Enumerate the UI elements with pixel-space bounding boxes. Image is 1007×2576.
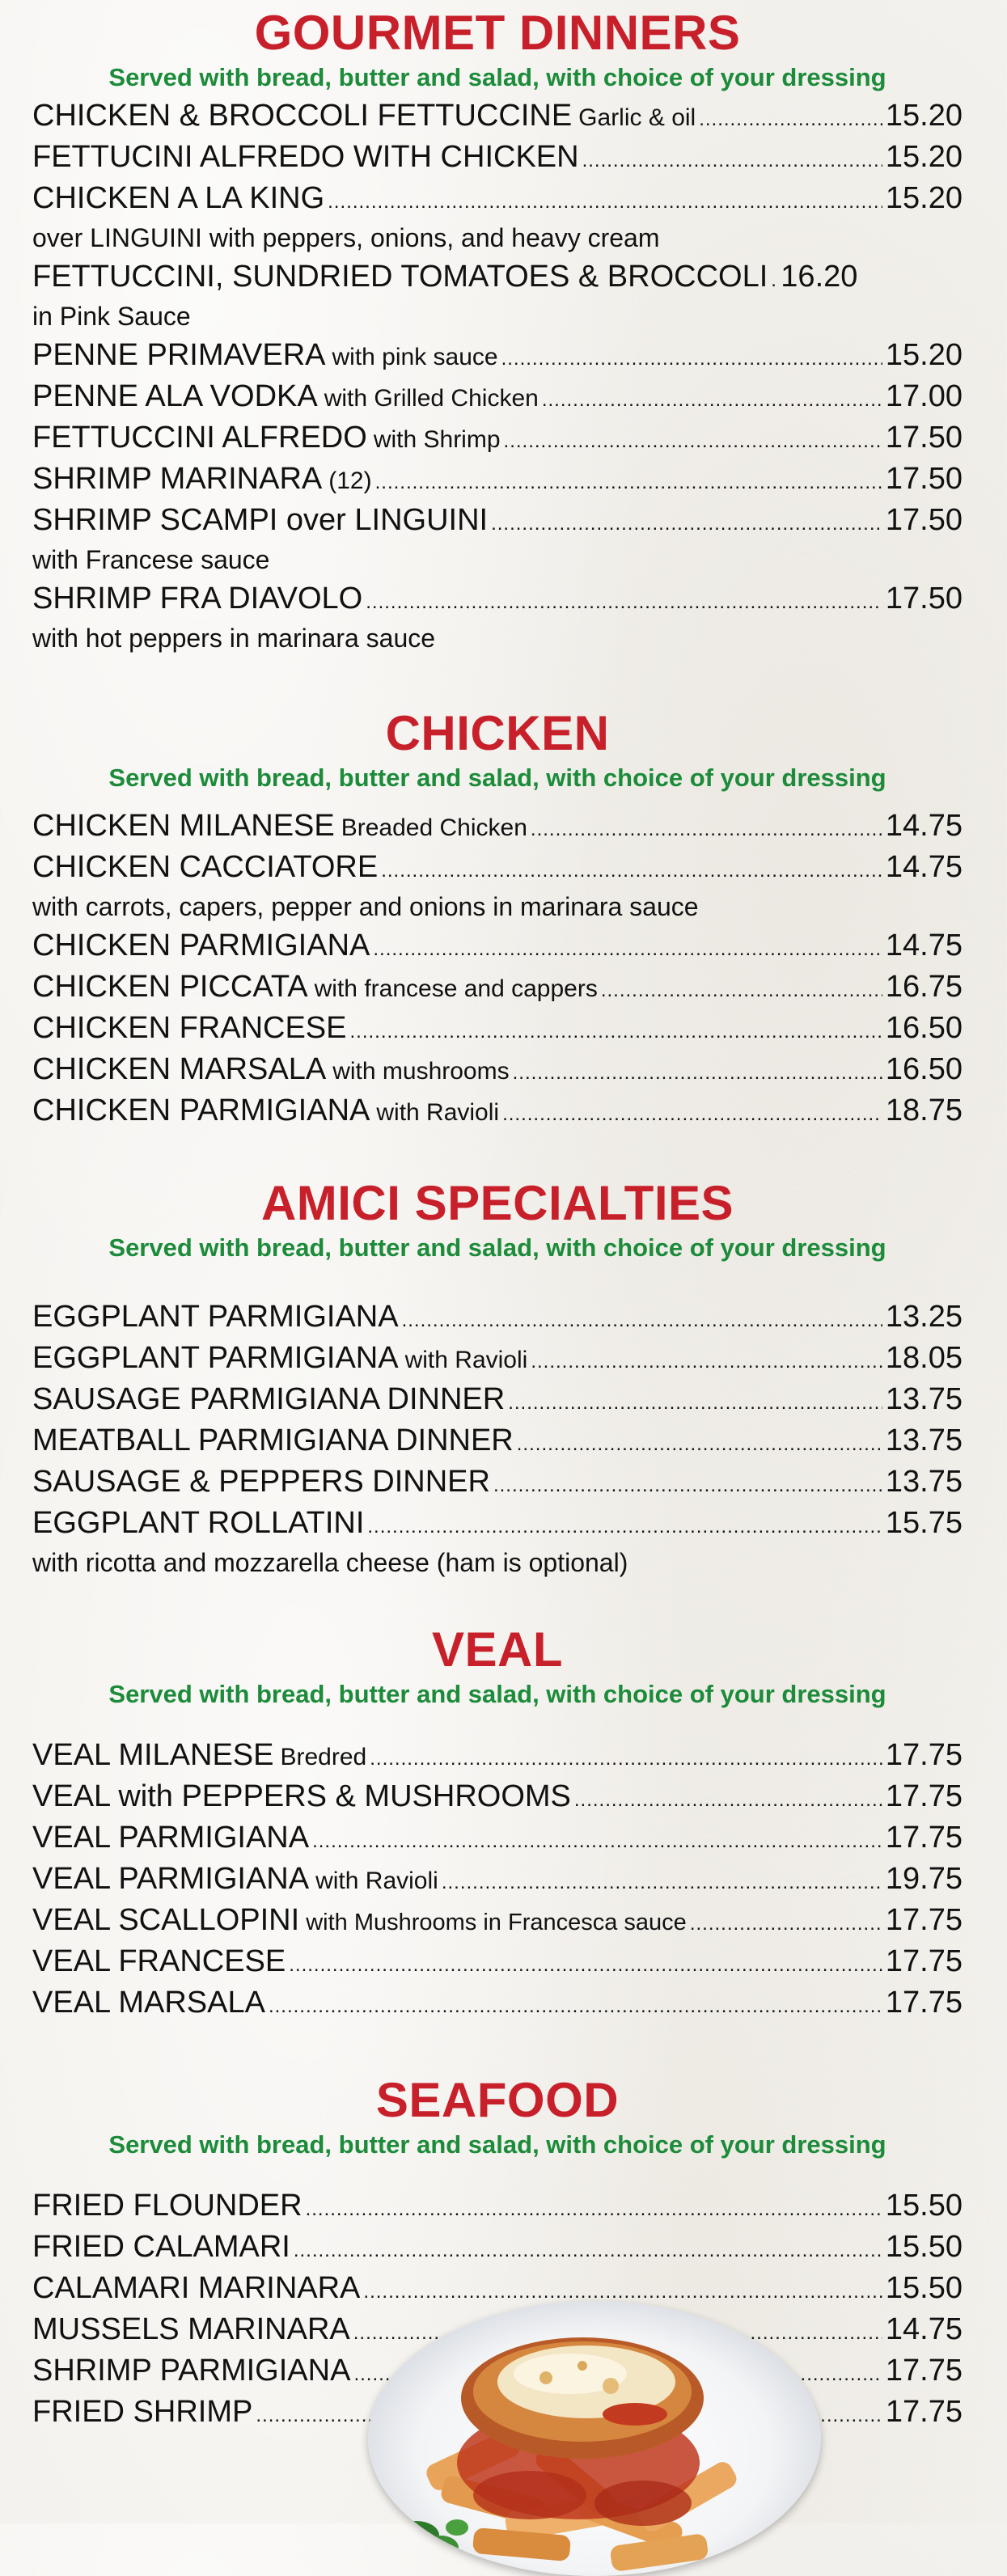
menu-item	[32, 256, 963, 298]
menu-item	[32, 1503, 963, 1544]
item-name: VEAL MILANESE	[32, 1738, 274, 1772]
menu-item	[32, 806, 963, 847]
item-subtext: with Francese sauce	[32, 545, 270, 574]
section-subtitle: Served with bread, butter and salad, with choice of your dressing	[108, 63, 886, 91]
item-name: SAUSAGE PARMIGIANA DINNER	[32, 1382, 506, 1416]
item-name: SHRIMP MARINARA	[32, 462, 323, 496]
dot-leader	[517, 1433, 882, 1456]
item-name: VEAL with PEPPERS & MUSHROOMS	[32, 1779, 571, 1813]
item-price: 19.75	[885, 1862, 963, 1896]
item-price: 13.75	[885, 1423, 963, 1457]
item-name: FETTUCCINI ALFREDO	[32, 421, 367, 455]
menu-item	[32, 1090, 963, 1131]
item-desc: with Mushrooms in Francesca sauce	[306, 1910, 687, 1935]
dot-leader	[508, 1392, 882, 1415]
dot-leader	[502, 1103, 882, 1126]
pasta-dish-icon	[368, 2301, 821, 2576]
item-desc: with Ravioli	[404, 1347, 528, 1373]
section-subtitle: Served with bread, butter and salad, with choice of your dressing	[108, 2130, 886, 2159]
item-name: SHRIMP FRA DIAVOLO	[32, 582, 363, 615]
dot-leader	[289, 1954, 882, 1977]
item-price: 15.20	[885, 140, 963, 174]
dot-leader	[269, 1995, 882, 2018]
item-price: 17.75	[885, 1903, 963, 1937]
section-gap	[32, 1131, 963, 1175]
menu-item	[32, 2268, 963, 2309]
item-name: FRIED CALAMARI	[32, 2230, 290, 2264]
dot-leader	[690, 1913, 882, 1935]
item-price: 15.75	[885, 1506, 963, 1540]
section-title: SEAFOOD	[375, 2073, 620, 2127]
dot-leader	[582, 150, 882, 172]
item-price: 17.75	[885, 1986, 963, 2020]
dot-leader	[504, 430, 882, 453]
dot-leader	[375, 472, 882, 494]
menu-item	[32, 1817, 963, 1859]
item-price: 15.20	[885, 181, 963, 215]
menu-item	[32, 1900, 963, 1941]
dot-leader	[574, 1789, 882, 1812]
menu-item	[32, 967, 963, 1008]
item-desc: with Grilled Chicken	[324, 385, 539, 412]
pasta-dish-photo	[368, 2301, 821, 2576]
section-title: GOURMET DINNERS	[254, 6, 741, 60]
menu-item	[32, 1296, 963, 1338]
item-price: 18.75	[885, 1093, 963, 1127]
dot-leader	[699, 108, 882, 131]
item-desc: with Ravioli	[315, 1867, 438, 1894]
item-desc: Breaded Chicken	[341, 814, 527, 841]
item-price: 17.75	[885, 2395, 963, 2429]
item-name: CHICKEN CACCIATORE	[32, 850, 379, 884]
menu-item	[32, 459, 963, 500]
dot-leader	[294, 2240, 882, 2262]
item-name: SHRIMP PARMIGIANA	[32, 2354, 351, 2388]
item-price: 17.50	[885, 582, 963, 615]
dot-leader	[370, 1748, 882, 1770]
item-name: VEAL PARMIGIANA	[32, 1862, 310, 1896]
item-price: 15.50	[885, 2189, 963, 2223]
dot-leader	[350, 1021, 882, 1043]
menu-item	[32, 1941, 963, 1982]
item-name: CHICKEN PARMIGIANA	[32, 1093, 370, 1127]
dot-leader	[381, 860, 882, 882]
menu-item	[32, 1776, 963, 1817]
menu-item	[32, 1379, 963, 1420]
item-price: 16.50	[885, 1011, 963, 1045]
menu-item	[32, 2185, 963, 2227]
item-name: CHICKEN PICCATA	[32, 970, 308, 1004]
section-subtitle: Served with bread, butter and salad, with choice of your dressing	[108, 1680, 886, 1708]
dot-leader	[442, 1872, 882, 1894]
section-amici-specialties	[32, 1175, 963, 1581]
item-subtext: in Pink Sauce	[32, 302, 191, 331]
item-price: 15.50	[885, 2271, 963, 2305]
dot-leader	[531, 1351, 882, 1373]
dot-leader	[306, 2198, 882, 2221]
item-desc: Garlic & oil	[578, 104, 696, 131]
section-gap	[32, 2024, 963, 2072]
item-subtext: with hot peppers in marinara sauce	[32, 624, 436, 653]
dot-leader	[601, 979, 882, 1002]
item-name: FETTUCINI ALFREDO WITH CHICKEN	[32, 140, 579, 174]
menu-item	[32, 925, 963, 967]
section-gourmet-dinners	[32, 5, 963, 657]
item-price: 18.05	[885, 1341, 963, 1375]
menu-item	[32, 1461, 963, 1503]
item-name: EGGPLANT PARMIGIANA	[32, 1300, 399, 1334]
item-price: 17.00	[885, 379, 963, 413]
section-gap	[32, 657, 963, 705]
item-name: FETTUCCINI, SUNDRIED TOMATOES & BROCCOLI	[32, 260, 768, 294]
item-price: 17.50	[885, 421, 963, 455]
menu-item	[32, 500, 963, 541]
item-name: CHICKEN A LA KING	[32, 181, 325, 215]
item-name: VEAL SCALLOPINI	[32, 1903, 300, 1937]
item-price: 14.75	[885, 2312, 963, 2346]
menu-item	[32, 137, 963, 178]
item-price: 15.20	[885, 338, 963, 372]
menu-item	[32, 1420, 963, 1461]
item-price: 16.75	[885, 970, 963, 1004]
item-name: CHICKEN FRANCESE	[32, 1011, 347, 1045]
dot-leader	[501, 348, 882, 370]
item-subtext: with carrots, capers, pepper and onions in marinara sauce	[32, 892, 699, 921]
dot-leader	[328, 191, 882, 214]
item-desc: with Shrimp	[373, 426, 501, 453]
dot-leader	[493, 1474, 882, 1497]
menu-item	[32, 1735, 963, 1776]
item-name: PENNE ALA VODKA	[32, 379, 318, 413]
item-desc: with mushrooms	[332, 1058, 510, 1085]
item-name: EGGPLANT PARMIGIANA	[32, 1341, 399, 1375]
dot-leader	[312, 1830, 882, 1853]
item-name: MEATBALL PARMIGIANA DINNER	[32, 1423, 514, 1457]
item-price: 15.50	[885, 2230, 963, 2264]
item-price: 14.75	[885, 809, 963, 843]
parsley-garnish	[388, 2519, 468, 2571]
item-desc: with francese and cappers	[314, 975, 598, 1002]
item-price: 17.75	[885, 1821, 963, 1855]
item-price: 17.75	[885, 2354, 963, 2388]
item-subtext: with ricotta and mozzarella cheese (ham is optional)	[32, 1548, 628, 1577]
dot-leader	[366, 591, 882, 614]
dot-leader	[513, 1062, 882, 1085]
dot-leader	[363, 2281, 882, 2303]
section-subtitle: Served with bread, butter and salad, with choice of your dressing	[108, 763, 886, 792]
dot-leader	[373, 938, 882, 961]
item-desc: with Ravioli	[376, 1099, 500, 1126]
item-name: SHRIMP SCAMPI over LINGUINI	[32, 503, 489, 537]
item-price: 16.20	[781, 260, 858, 294]
item-name: VEAL PARMIGIANA	[32, 1821, 310, 1855]
item-price: 16.50	[885, 1052, 963, 1086]
dot-leader	[367, 1516, 882, 1538]
item-price: 13.75	[885, 1465, 963, 1499]
menu-item	[32, 2227, 963, 2268]
section-veal	[32, 1622, 963, 2024]
menu-item	[32, 847, 963, 888]
menu-item	[32, 1982, 963, 2024]
menu-item	[32, 1049, 963, 1090]
menu-item	[32, 417, 963, 459]
item-desc: (12)	[328, 467, 372, 494]
section-title: AMICI SPECIALTIES	[260, 1176, 734, 1230]
item-price: 15.20	[885, 99, 963, 133]
dot-leader	[542, 389, 882, 412]
section-chicken	[32, 705, 963, 1131]
menu-item	[32, 95, 963, 137]
menu-item	[32, 178, 963, 219]
item-name: CHICKEN PARMIGIANA	[32, 928, 370, 962]
item-name: PENNE PRIMAVERA	[32, 338, 326, 372]
chicken-cutlet	[461, 2337, 704, 2459]
item-name: CHICKEN MARSALA	[32, 1052, 327, 1086]
dot-leader	[402, 1309, 882, 1332]
item-name: MUSSELS MARINARA	[32, 2312, 350, 2346]
item-name: VEAL FRANCESE	[32, 1944, 286, 1978]
section-title: VEAL	[431, 1622, 564, 1677]
item-name: FRIED SHRIMP	[32, 2395, 253, 2429]
dot-leader	[531, 818, 882, 841]
section-gap	[32, 1581, 963, 1622]
menu-item	[32, 1008, 963, 1049]
menu-item	[32, 1338, 963, 1379]
section-title: CHICKEN	[385, 706, 610, 760]
item-subtext: over LINGUINI with peppers, onions, and heavy cream	[32, 223, 660, 252]
item-name: VEAL MARSALA	[32, 1986, 265, 2020]
item-price: 13.25	[885, 1300, 963, 1334]
item-price: 17.75	[885, 1738, 963, 1772]
item-name: CHICKEN & BROCCOLI FETTUCCINE	[32, 99, 573, 133]
item-name: CALAMARI MARINARA	[32, 2271, 361, 2305]
item-price: 17.50	[885, 462, 963, 496]
menu-item	[32, 335, 963, 376]
item-name: SAUSAGE & PEPPERS DINNER	[32, 1465, 490, 1499]
item-price: 17.75	[885, 1779, 963, 1813]
item-name: FRIED FLOUNDER	[32, 2189, 303, 2223]
item-desc: Bredred	[280, 1744, 367, 1770]
item-price: 14.75	[885, 928, 963, 962]
section-subtitle: Served with bread, butter and salad, with choice of your dressing	[108, 1233, 886, 1262]
menu-item	[32, 376, 963, 417]
item-desc: with pink sauce	[332, 344, 498, 370]
item-name: CHICKEN MILANESE	[32, 809, 335, 843]
item-price: 17.50	[885, 503, 963, 537]
item-price: 13.75	[885, 1382, 963, 1416]
menu-item	[32, 1859, 963, 1900]
item-price: 17.75	[885, 1944, 963, 1978]
item-name: EGGPLANT ROLLATINI	[32, 1506, 365, 1540]
dot-leader	[491, 513, 882, 535]
dot-leader	[771, 269, 777, 292]
menu-page	[32, 0, 963, 2433]
menu-item	[32, 578, 963, 620]
item-price: 14.75	[885, 850, 963, 884]
